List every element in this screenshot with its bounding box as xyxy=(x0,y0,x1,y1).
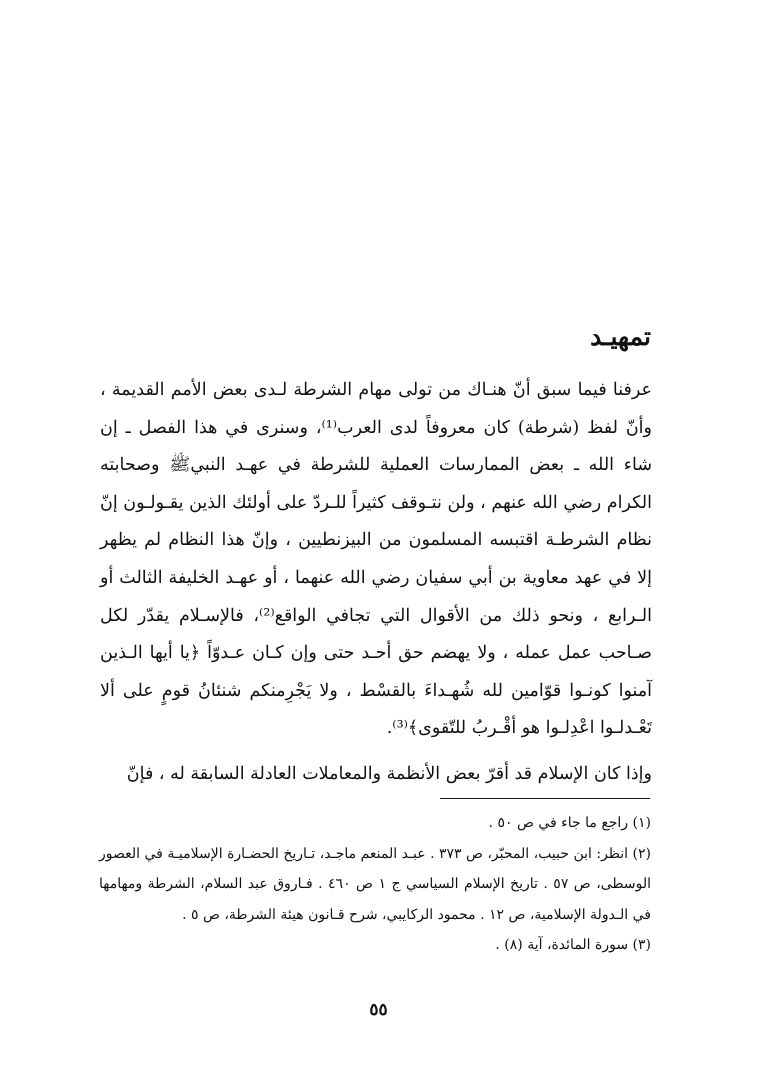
footnote: (٢) انظر: ابن حبيب، المحبّر، ص ٣٧٣ . عبـد المنعم ماجـد، تـاريخ الحضـارة الإسلاميـة في العصور الوسطى، ص ٥٧ . تاريخ الإسلام السياسي ج ١ ص ٤٦٠ . فـاروق عبد السلام، الشرطة ومهامها في الـدولة الإسلامية، ص ١٢ . محمود الركايبي، شرح قـانون هيئة الشرطة، ص ٥ . xyxy=(99,845,651,923)
paragraph: وإذا كان الإسلام قد أقرّ بعض الأنظمة والمعاملات العادلة السابقة له ، فإنّ xyxy=(126,763,652,784)
body-text xyxy=(100,372,652,794)
footnote-separator xyxy=(440,798,650,799)
footnote: (٣) سورة المائدة، آية (٨) . xyxy=(495,937,651,953)
footnotes-list xyxy=(99,808,651,961)
footnote: (١) راجع ما جاء في ص ٥٠ . xyxy=(488,815,651,831)
paragraph: عرفنا فيما سبق أنّ هنـاك من تولى مهام الشرطة لـدى بعض الأمم القديمة ، وأنّ لفظ (شرطة) كان معروفاً لدى العرب⁽¹⁾، وسنرى في هذا الفصل ـ إن شاء الله ـ بعض الممارسات العملية للشرطة في عهـد النبيﷺ وصحابته الكرام رضي الله عنهم ، ولن نتـوقف كثيراً للـردّ على أولئك الذين يقـولـون إنّ نظام الشرطـة اقتبسه المسلمون من البيزنطيين ، وإنّ هذا النظام لم يظهر إلا في عهد معاوية بن أبي سفيان رضي الله عنهما ، أو عهـد الخليفة الثالث أو الـرابع ، ونحو ذلك من الأقوال التي تجافي الواقع⁽²⁾، فالإسـلام يقدّر لكل صـاحب عمل عمله ، ولا يهضم حق أحـد حتى وإن كـان عـدوّاً ﴿يا أيها الـذين آمنوا كونـوا قوّامين لله شُهـداءَ بالقسْط ، ولا يَجْرِمنكم شنئانُ قومٍ على ألا تَعْـدلـوا اعْدِلـوا هو أقْـربُ للتّقوى﴾⁽³⁾. xyxy=(100,380,652,739)
chapter-heading: تمهيـد xyxy=(590,322,651,351)
page-number: ٥٥ xyxy=(369,1000,388,1020)
